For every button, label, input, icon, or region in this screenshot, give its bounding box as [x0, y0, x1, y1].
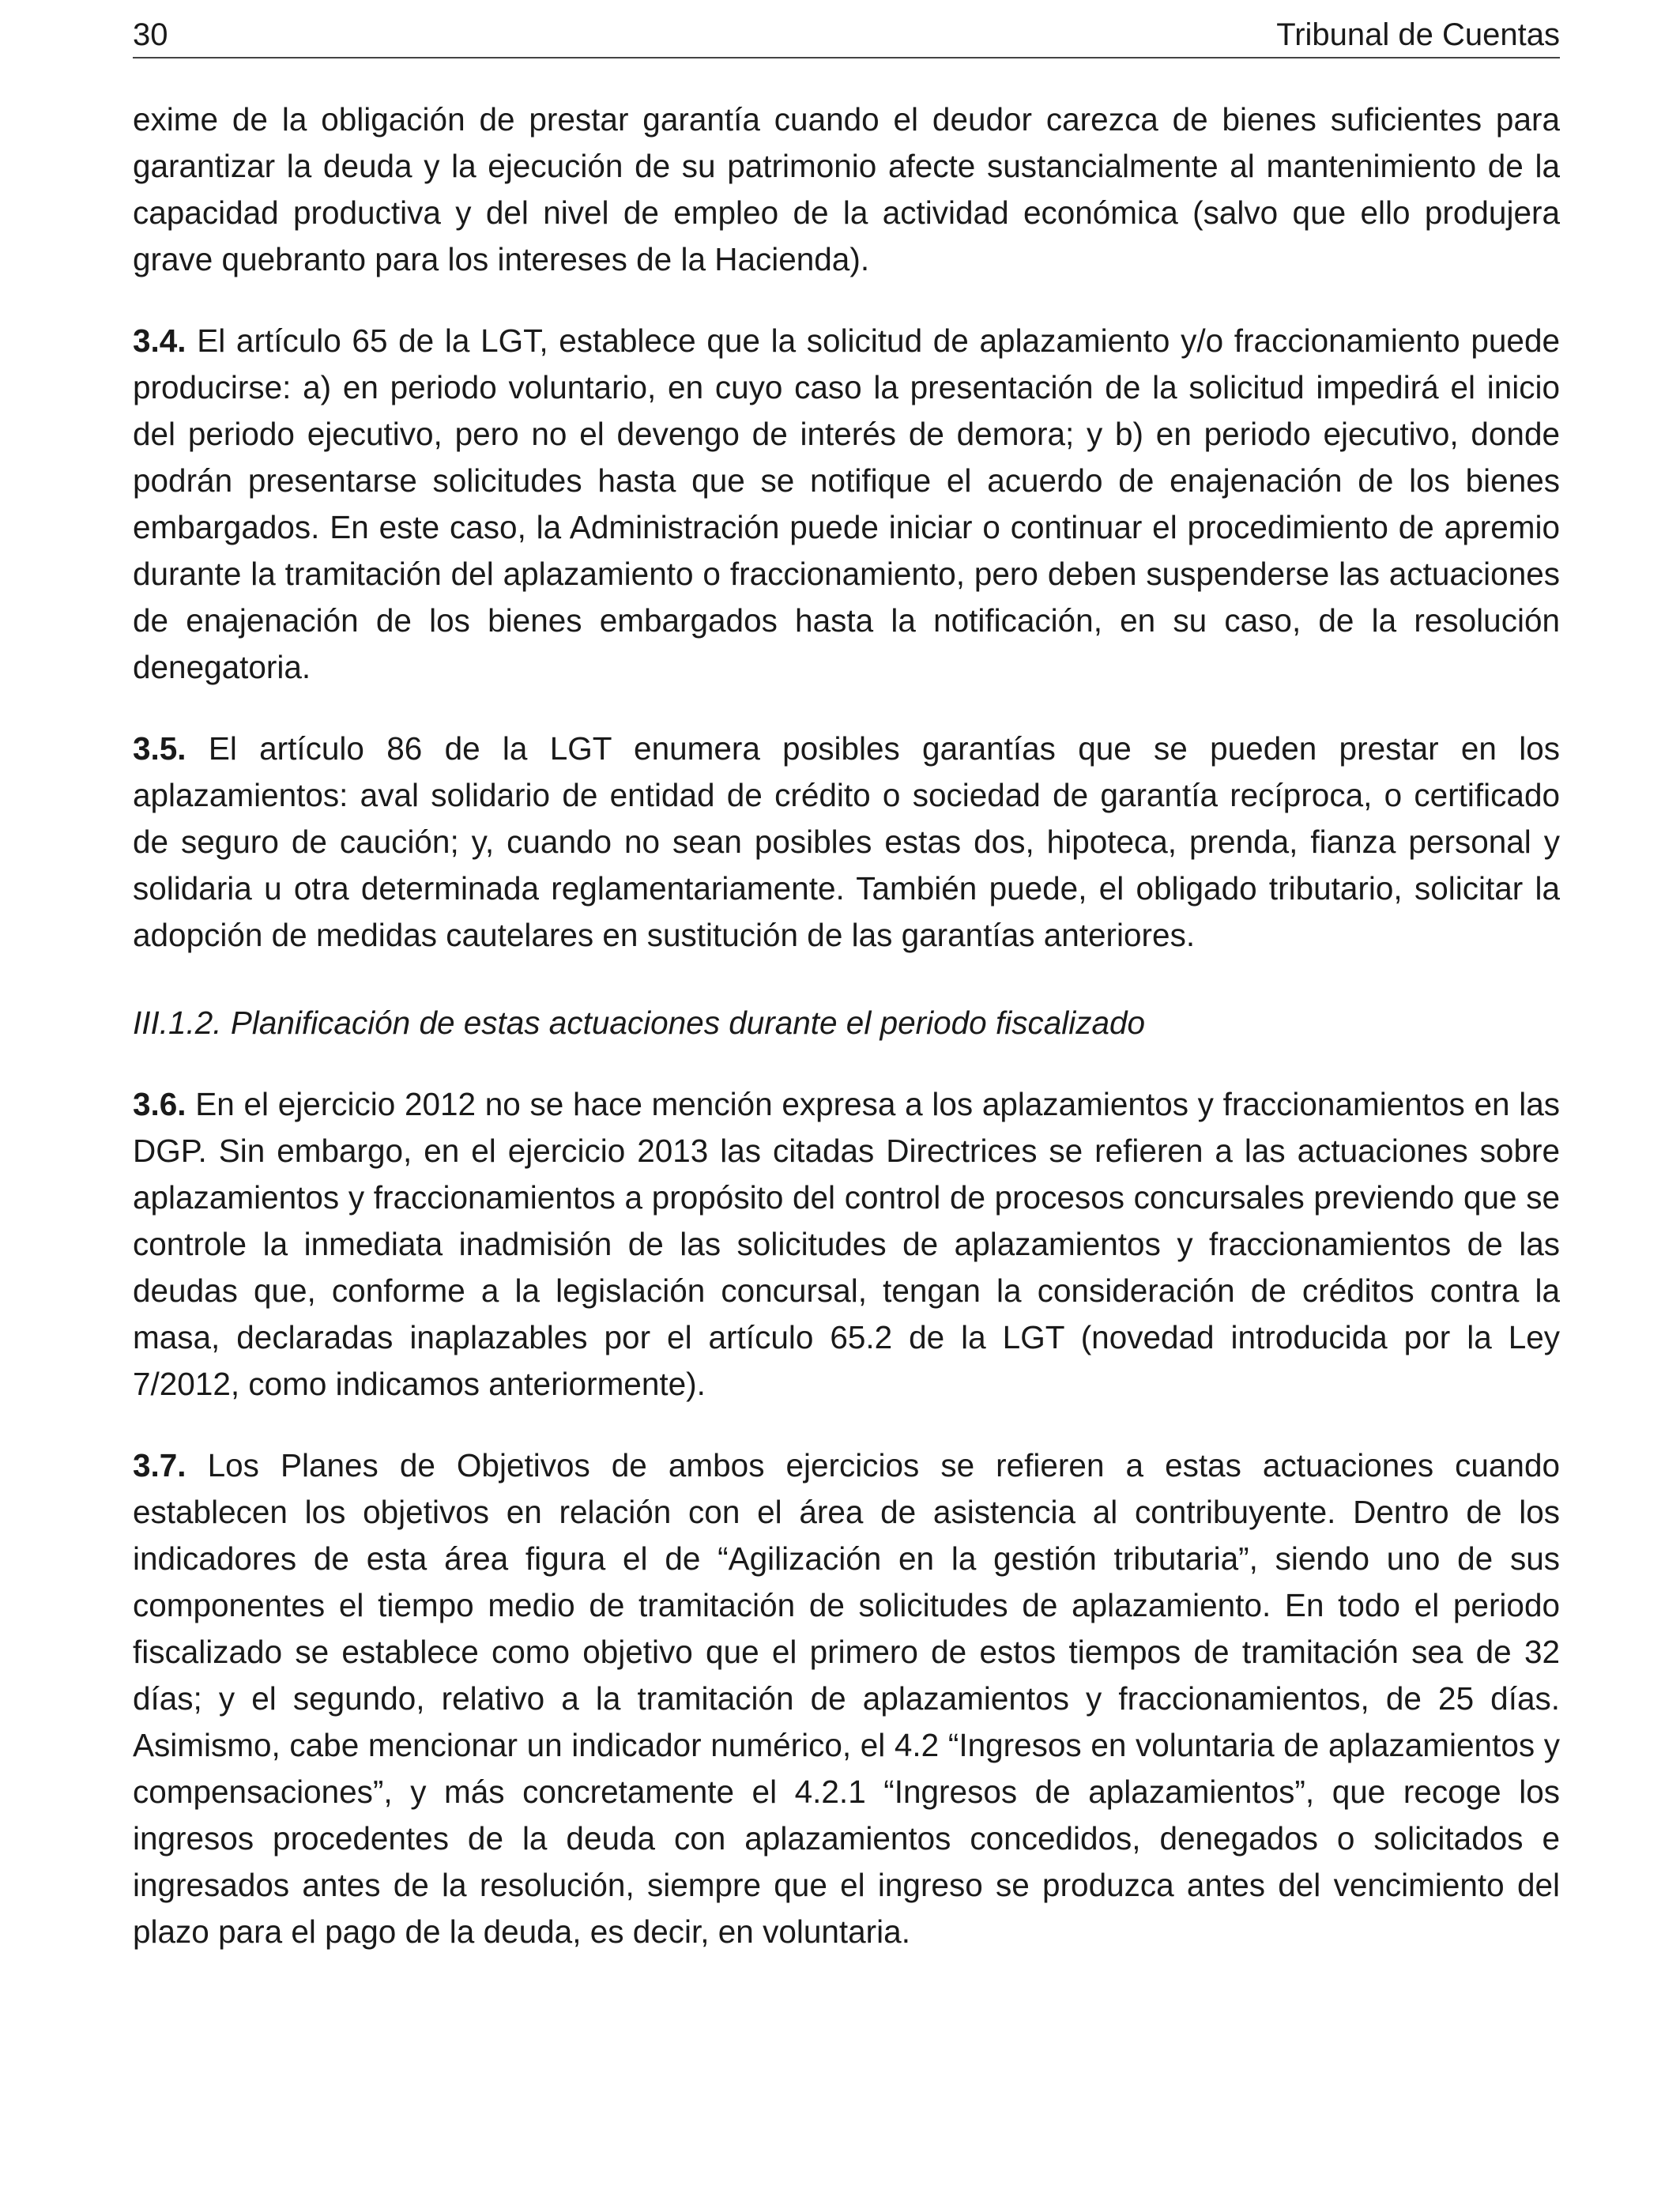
paragraph-3-6: [133, 1081, 1560, 1408]
body-text: [133, 96, 1560, 1990]
paragraph-text: El artículo 86 de la LGT enumera posibles garantías que se pueden prestar en los aplazamientos: aval solidario de entidad de crédito o sociedad de garantía recíproca, o certificado de seguro de caución; y, cuando no sean posibles estas dos, hipoteca, prenda, fianza personal y solidaria u otra determinada reglamentariamente. También puede, el obligado tributario, solicitar la adopción de medidas cautelares en sustitución de las garantías anteriores.: [133, 730, 1560, 953]
paragraph-3-5: [133, 726, 1560, 959]
paragraph-text: Los Planes de Objetivos de ambos ejercicios se refieren a estas actuaciones cuando establecen los objetivos en relación con el área de asistencia al contribuyente. Dentro de los indicadores de esta área figura el de “Agilización en la gestión tributaria”, siendo uno de sus componentes el tiempo medio de tramitación de solicitudes de aplazamiento. En todo el periodo fiscalizado se establece como objetivo que el primero de estos tiempos de tramitación sea de 32 días; y el segundo, relativo a la tramitación de aplazamientos y fraccionamientos, de 25 días. Asimismo, cabe mencionar un indicador numérico, el 4.2 “Ingresos en voluntaria de aplazamientos y compensaciones”, y más concretamente el 4.2.1 “Ingresos de aplazamientos”, que recoge los ingresos procedentes de la deuda con aplazamientos concedidos, denegados o solicitados e ingresados antes de la resolución, siempre que el ingreso se produzca antes del vencimiento del plazo para el pago de la deuda, es decir, en voluntaria.: [133, 1447, 1560, 1950]
paragraph-number: 3.6.: [133, 1086, 186, 1122]
paragraph-text: En el ejercicio 2012 no se hace mención expresa a los aplazamientos y fraccionamientos en las DGP. Sin embargo, en el ejercicio 2013 las citadas Directrices se refieren a las actuaciones sobre aplazamientos y fraccionamientos a propósito del control de procesos concursales previendo que se controle la inmediata inadmisión de las solicitudes de aplazamientos y fraccionamientos de las deudas que, conforme a la legislación concursal, tengan la consideración de créditos contra la masa, declaradas inaplazables por el artículo 65.2 de la LGT (novedad introducida por la Ley 7/2012, como indicamos anteriormente).: [133, 1086, 1560, 1402]
paragraph-number: 3.7.: [133, 1447, 186, 1483]
section-heading: III.1.2. Planificación de estas actuaciones durante el periodo fiscalizado: [133, 1005, 1146, 1041]
page-number: 30: [133, 17, 168, 52]
paragraph-continuation: [133, 96, 1560, 283]
paragraph-3-7: [133, 1442, 1560, 1955]
paragraph-number: 3.4.: [133, 322, 186, 359]
paragraph-number: 3.5.: [133, 730, 186, 767]
page-header: [133, 17, 1560, 58]
paragraph-3-4: [133, 318, 1560, 691]
paragraph-text: El artículo 65 de la LGT, establece que la solicitud de aplazamiento y/o fraccionamiento puede producirse: a) en periodo voluntario, en cuyo caso la presentación de la solicitud impedirá el inicio del periodo ejecutivo, pero no el devengo de interés de demora; y b) en periodo ejecutivo, donde podrán presentarse solicitudes hasta que se notifique el acuerdo de enajenación de los bienes embargados. En este caso, la Administración puede iniciar o continuar el procedimiento de apremio durante la tramitación del aplazamiento o fraccionamiento, pero deben suspenderse las actuaciones de enajenación de los bienes embargados hasta la notificación, en su caso, de la resolución denegatoria.: [133, 322, 1560, 685]
running-title: Tribunal de Cuentas: [1276, 17, 1560, 52]
paragraph-text: exime de la obligación de prestar garantía cuando el deudor carezca de bienes suficientes para garantizar la deuda y la ejecución de su patrimonio afecte sustancialmente al mantenimiento de la capacidad productiva y del nivel de empleo de la actividad económica (salvo que ello produjera grave quebranto para los intereses de la Hacienda).: [133, 101, 1560, 277]
